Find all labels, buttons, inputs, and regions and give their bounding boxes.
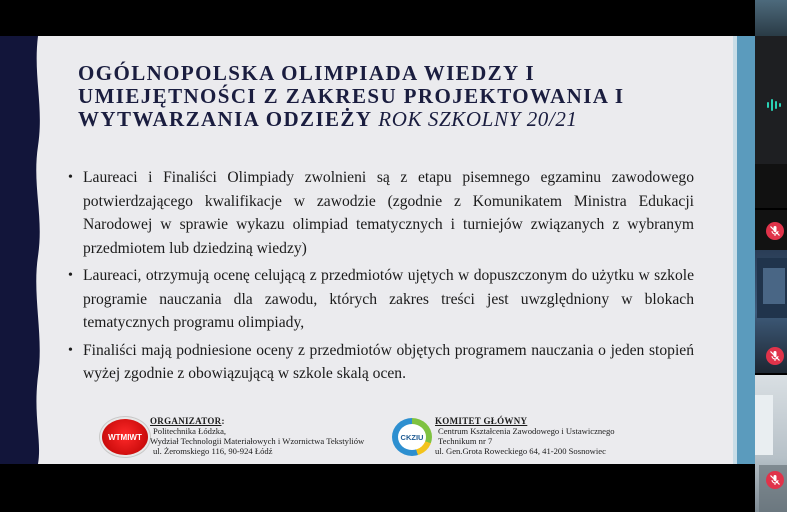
tile-divider <box>755 208 787 210</box>
presentation-slide <box>0 36 755 464</box>
bullet-item: • Laureaci, otrzymują ocenę celującą z przedmiotów ujętych w dopuszczonym do użytku w szkole programie nauczania dla zawodu, których zakres treści jest uwzględniony w blokach tematycznych programu olimpiady, <box>68 264 694 335</box>
committee-info <box>435 416 655 456</box>
audio-wave-icon <box>767 98 785 112</box>
participant-video <box>755 375 787 512</box>
slide-title-year: ROK SZKOLNY 20/21 <box>378 107 578 131</box>
participant-tile[interactable] <box>755 0 787 36</box>
committee-line: Technikum nr 7 <box>438 436 493 446</box>
slide-bullet-list <box>68 166 694 390</box>
wtmiwt-logo-text: WTMIWT <box>108 432 142 442</box>
committee-heading: KOMITET GŁÓWNY <box>435 416 528 426</box>
slide-title-main: OGÓLNOPOLSKA OLIMPIADA WIEDZY I UMIEJĘTNOŚCI Z ZAKRESU PROJEKTOWANIA I WYTWARZANIA ODZIEŻY <box>78 61 625 131</box>
organizer-line: Wydział Technologii Materiałowych i Wzornictwa Tekstyliów <box>150 436 365 446</box>
participant-strip <box>755 0 787 512</box>
committee-line: Centrum Kształcenia Zawodowego i Ustawicznego <box>438 426 615 436</box>
bullet-item: • Laureaci i Finaliści Olimpiady zwolnieni są z etapu pisemnego egzaminu zawodowego potwierdzającego kwalifikacje w zawodzie (zgodnie z Komunikatem Ministra Edukacji Narodowej w sprawie wykazu olimpiad tematycznych i turniejów związanych z wybranym przedmiotem lub dziedziną wiedzy) <box>68 166 694 260</box>
organizer-info <box>150 416 395 456</box>
slide-title <box>78 62 718 131</box>
organizer-heading: ORGANIZATOR <box>150 416 222 426</box>
mic-off-icon <box>766 347 784 365</box>
ckziu-logo-text: CKZIU <box>400 432 424 442</box>
committee-line: ul. Gen.Grota Roweckiego 64, 41-200 Sosnowiec <box>435 446 606 456</box>
slide-right-band <box>737 36 755 464</box>
slide-decorative-band <box>0 36 46 464</box>
top-bar <box>0 0 755 36</box>
slide-footer <box>0 414 755 464</box>
ckziu-logo-center <box>398 424 426 450</box>
organizer-heading-colon: : <box>221 416 225 426</box>
participant-tile[interactable] <box>755 375 787 512</box>
mic-off-icon <box>766 471 784 489</box>
bullet-item: • Finaliści mają podniesione oceny z przedmiotów objętych programem nauczania o jeden stopień wyżej zgodnie z obowiązującą w szkole skalą ocen. <box>68 339 694 386</box>
bottom-bar <box>0 464 755 512</box>
tile-divider <box>755 373 787 375</box>
organizer-heading-row <box>150 416 395 426</box>
organizer-line: Politechnika Łódzka, <box>153 426 227 436</box>
wtmiwt-logo <box>102 419 148 455</box>
organizer-line: ul. Żeromskiego 116, 90-924 Łódź <box>153 446 273 456</box>
mic-off-icon <box>766 222 784 240</box>
ckziu-logo <box>392 418 432 456</box>
